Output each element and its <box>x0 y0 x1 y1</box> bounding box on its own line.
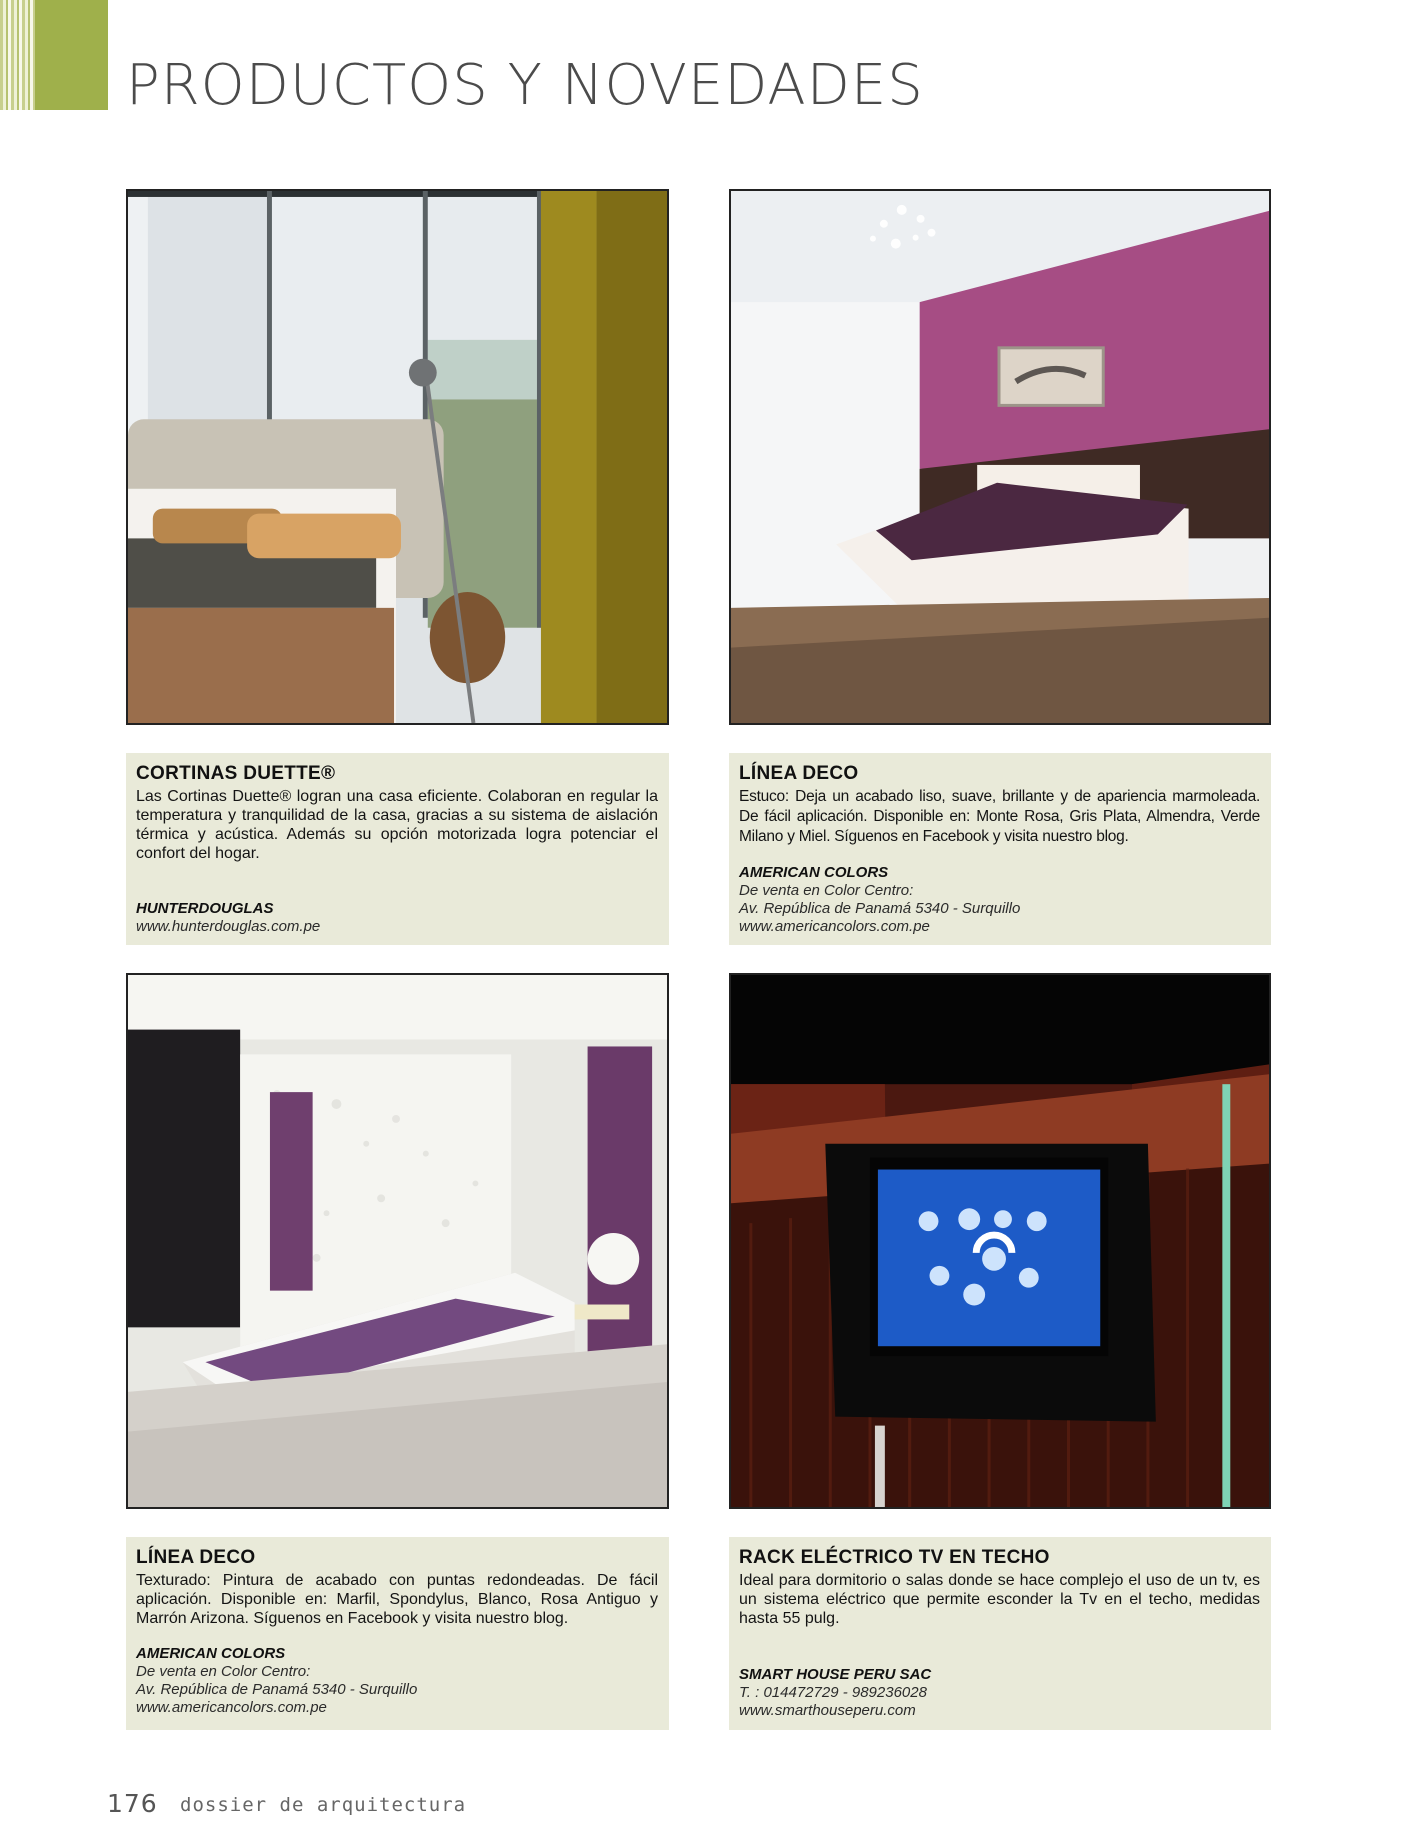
product-description: Texturado: Pintura de acabado con puntas redondeadas. De fácil aplicación. Disponible en: Marfil, Spondylus, Blanco, Rosa Antiguo y Marrón Arizona. Síguenos en Facebook y visita nuestro blog. <box>136 1572 658 1627</box>
store-address: Av. República de Panamá 5340 - Surquillo <box>739 900 1021 917</box>
brand-name: SMART HOUSE PERU SAC <box>739 1666 932 1683</box>
product-title: RACK ELÉCTRICO TV EN TECHO <box>739 1547 1050 1568</box>
product-card-rack-tv <box>729 1537 1271 1730</box>
estuco-bedroom-image <box>729 189 1271 725</box>
curtains-bedroom-image <box>126 189 669 725</box>
store-label: De venta en Color Centro: <box>136 1663 311 1680</box>
store-address: Av. República de Panamá 5340 - Surquillo <box>136 1681 418 1698</box>
page-title: PRODUCTOS Y NOVEDADES <box>126 53 924 118</box>
brand-name: AMERICAN COLORS <box>136 1645 286 1662</box>
product-title: LÍNEA DECO <box>136 1547 256 1568</box>
product-title: CORTINAS DUETTE® <box>136 763 336 784</box>
product-card-cortinas-duette <box>126 753 669 945</box>
product-title: LÍNEA DECO <box>739 763 859 784</box>
tv-ceiling-rack-image <box>729 973 1271 1509</box>
product-description: Ideal para dormitorio o salas donde se hace complejo el uso de un tv, es un sistema eléctrico que permite esconder la Tv en el techo, medidas hasta 55 pulg. <box>739 1572 1260 1627</box>
website-link[interactable]: www.americancolors.com.pe <box>739 918 930 935</box>
texturado-bedroom-image <box>126 973 669 1509</box>
brand-name: AMERICAN COLORS <box>739 864 889 881</box>
website-link[interactable]: www.americancolors.com.pe <box>136 1699 327 1716</box>
product-description: Estuco: Deja un acabado liso, suave, brillante y de apariencia marmoleada. De fácil aplicación. Disponible en: Monte Rosa, Gris Plata, Almendra, Verde Milano y Miel. Síguenos en Facebook y visita nuestro blog. <box>739 788 1260 845</box>
website-link[interactable]: www.smarthouseperu.com <box>739 1702 916 1719</box>
brand-name: HUNTERDOUGLAS <box>136 900 274 917</box>
phone-number[interactable]: T. : 014472729 - 989236028 <box>739 1684 927 1701</box>
product-description: Las Cortinas Duette® logran una casa eficiente. Colaboran en regular la temperatura y tranquilidad de la casa, gracias a su sistema de aislación térmica y acústica. Además su opción motorizada logra potenciar el confort del hogar. <box>136 788 658 862</box>
product-card-linea-deco-texturado <box>126 1537 669 1730</box>
website-link[interactable]: www.hunterdouglas.com.pe <box>136 918 321 935</box>
magazine-name: dossier de arquitectura <box>180 1794 467 1816</box>
page-number: 176 <box>107 1789 158 1818</box>
header-decoration <box>0 0 108 110</box>
product-card-linea-deco-estuco <box>729 753 1271 945</box>
store-label: De venta en Color Centro: <box>739 882 914 899</box>
